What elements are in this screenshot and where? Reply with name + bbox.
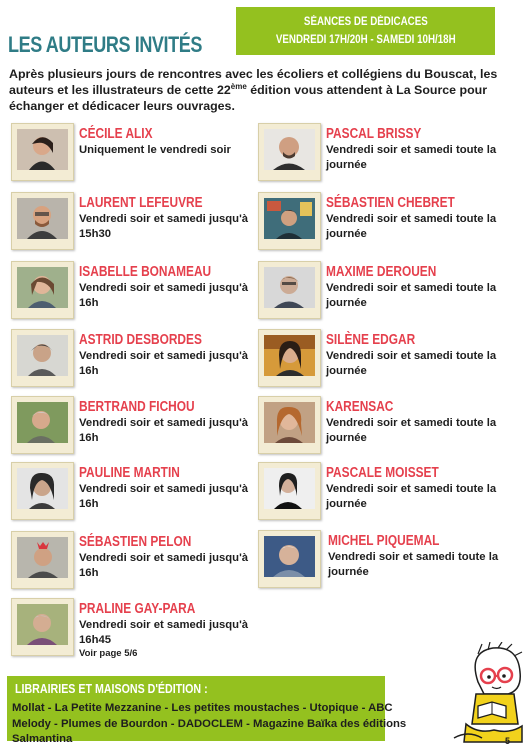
libraries-title: LIBRAIRIES ET MAISONS D'ÉDITION :: [15, 681, 208, 696]
author-photo: [258, 192, 321, 250]
author-name: SÉBASTIEN CHEBRET: [326, 195, 455, 211]
see-page-note: Voir page 5/6: [79, 648, 138, 659]
author-name: PAULINE MARTIN: [79, 465, 180, 481]
author-name: SILÈNE EDGAR: [326, 332, 416, 348]
author-photo: [11, 396, 74, 454]
author-photo: [258, 396, 321, 454]
author-name: KARENSAC: [326, 399, 394, 415]
author-card: [258, 530, 508, 594]
author-availability: Vendredi soir et samedi toute la journée: [326, 282, 497, 309]
author-name: ISABELLE BONAMEAU: [79, 264, 212, 280]
dedications-heading: SÉANCES DE DÉDICACES: [303, 16, 428, 28]
author-availability: Vendredi soir et samedi toute la journée: [326, 213, 497, 240]
author-photo: [11, 531, 74, 589]
author-availability: Vendredi soir et samedi jusqu'à 16h: [79, 350, 249, 377]
author-card: [258, 261, 508, 325]
author-name: MAXIME DEROUEN: [326, 264, 437, 280]
author-name: SÉBASTIEN PELON: [79, 534, 192, 550]
author-availability: Uniquement le vendredi soir: [79, 144, 231, 156]
author-photo: [258, 462, 321, 520]
author-card: [258, 396, 508, 460]
author-photo: [258, 329, 321, 387]
author-photo: [258, 261, 321, 319]
author-card: [258, 329, 508, 393]
author-name: LAURENT LEFEUVRE: [79, 195, 203, 211]
author-photo: [11, 462, 74, 520]
author-card: [11, 396, 261, 460]
author-photo: [11, 192, 74, 250]
author-name: PASCALE MOISSET: [326, 465, 439, 481]
libraries-list: Mollat - La Petite Mezzanine - Les petites moustaches - Utopique - ABC Melody - Plumes de Bourdon - DADOCLEM - Magazine Baïka des éditions Salmantina: [12, 702, 407, 745]
intro-paragraph: [9, 66, 519, 114]
author-availability: Vendredi soir et samedi jusqu'à 15h30: [79, 213, 249, 240]
author-card: [258, 462, 508, 526]
intro-text-start: Après plusieurs jours de rencontres avec les écoliers et collégiens du Bouscat, les auteurs et les illustrateurs de cette 22: [9, 67, 498, 97]
author-photo: [11, 261, 74, 319]
author-name: BERTRAND FICHOU: [79, 399, 195, 415]
author-availability: Vendredi soir et samedi toute la journée: [326, 350, 497, 377]
page-title: LES AUTEURS INVITÉS: [8, 32, 203, 57]
author-availability: Vendredi soir et samedi toute la journée: [326, 483, 497, 510]
author-card: [11, 329, 261, 393]
author-name: PASCAL BRISSY: [326, 126, 422, 142]
author-name: ASTRID DESBORDES: [79, 332, 202, 348]
author-card: [258, 123, 508, 187]
author-availability: Vendredi soir et samedi toute la journée: [326, 144, 497, 171]
author-name: CÉCILE ALIX: [79, 126, 153, 142]
author-photo: [258, 123, 321, 181]
author-photo: [11, 329, 74, 387]
author-card: [11, 192, 261, 256]
author-photo: [258, 530, 321, 588]
author-availability: Vendredi soir et samedi toute la journée: [328, 551, 499, 578]
author-name: PRALINE GAY-PARA: [79, 601, 196, 617]
author-availability: Vendredi soir et samedi jusqu'à 16h: [79, 483, 249, 510]
reader-illustration: [448, 642, 526, 747]
page-number: 5: [505, 736, 511, 746]
author-availability: Vendredi soir et samedi toute la journée: [326, 417, 497, 444]
author-availability: Vendredi soir et samedi jusqu'à 16h: [79, 417, 249, 444]
dedications-schedule: VENDREDI 17H/20H - SAMEDI 10H/18H: [275, 34, 456, 46]
author-card: [11, 598, 261, 662]
author-availability: Vendredi soir et samedi jusqu'à 16h: [79, 552, 249, 579]
dedications-banner: [236, 7, 495, 55]
author-availability: Vendredi soir et samedi jusqu'à 16h45: [79, 619, 249, 646]
author-photo: [11, 123, 74, 181]
intro-superscript: ème: [230, 82, 247, 91]
intro-text-end: édition vous attendent à La Source pour échanger et dédicacer leurs ouvrages.: [9, 83, 488, 113]
author-card: [11, 531, 261, 595]
author-photo: [11, 598, 74, 656]
author-card: [11, 123, 261, 187]
author-availability: Vendredi soir et samedi jusqu'à 16h: [79, 282, 249, 309]
author-name: MICHEL PIQUEMAL: [328, 533, 440, 549]
author-card: [258, 192, 508, 256]
author-card: [11, 462, 261, 526]
author-card: [11, 261, 261, 325]
